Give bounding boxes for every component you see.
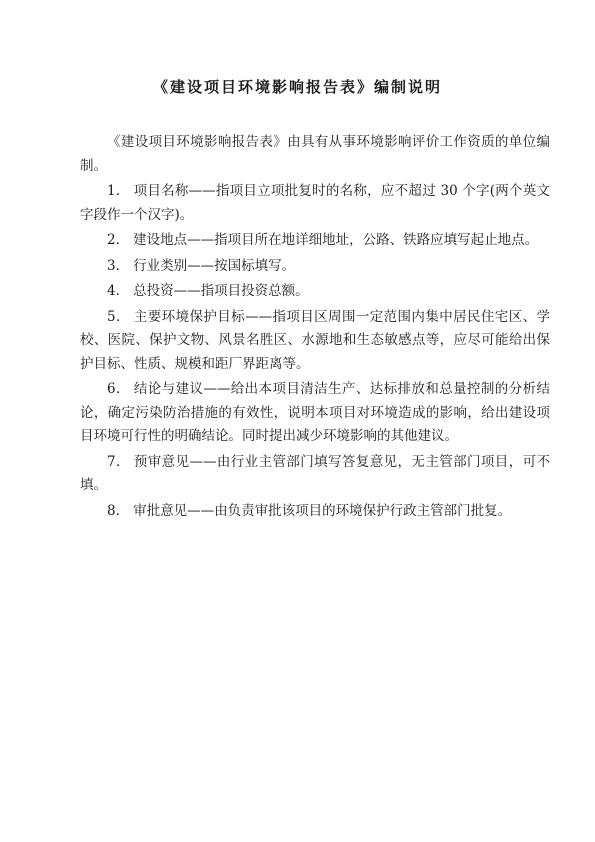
item-text: 总投资——指项目投资总额。: [133, 283, 309, 299]
item-text: 行业类别——按国标填写。: [133, 257, 296, 274]
list-item: [80, 378, 550, 449]
item-text: 审批意见——由负责审批该项目的环境保护行政主管部门批复。: [133, 502, 512, 519]
list-item: [80, 500, 550, 524]
list-item: [80, 306, 550, 377]
item-number: 2．: [107, 232, 130, 248]
document-title: 《建设项目环境影响报告表》编制说明: [152, 78, 442, 96]
item-text: 主要环境保护目标——指项目区周围一定范围内集中居民住宅区、学校、医院、保护文物、风景名胜区、水源地和生态敏感点等，应尽可能给出保护目标、性质、规模和距厂界距离等。: [80, 308, 551, 372]
intro-paragraph: 《建设项目环境影响报告表》由具有从事环境影响评价工作资质的单位编制。: [80, 134, 550, 174]
item-text: 项目名称——指项目立项批复时的名称，应不超过 30 个字(两个英文字段作一个汉字)。: [80, 183, 551, 223]
item-number: 7．: [107, 453, 130, 470]
item-text: 预审意见——由行业主管部门填写答复意见，无主管部门项目，可不填。: [80, 453, 551, 493]
list-item: [80, 451, 550, 498]
item-number: 8．: [107, 502, 130, 519]
list-item: [80, 280, 550, 304]
list-item: [80, 229, 550, 253]
item-number: 6．: [107, 381, 130, 397]
item-text: 建设地点——指项目所在地详细地址，公路、铁路应填写起止地点。: [133, 232, 539, 248]
item-number: 4．: [107, 283, 130, 299]
list-item: [80, 255, 550, 279]
item-text: 结论与建议——给出本项目清洁生产、达标排放和总量控制的分析结论，确定污染防治措施的有效性，说明本项目对环境造成的影响，给出建设项目环境可行性的明确结论。同时提出减少环境影响的其他建议。: [80, 381, 551, 444]
item-number: 1．: [107, 183, 130, 199]
item-number: 5．: [107, 308, 130, 325]
document-body: [80, 131, 550, 525]
item-number: 3．: [107, 257, 130, 274]
list-item: [80, 180, 550, 227]
